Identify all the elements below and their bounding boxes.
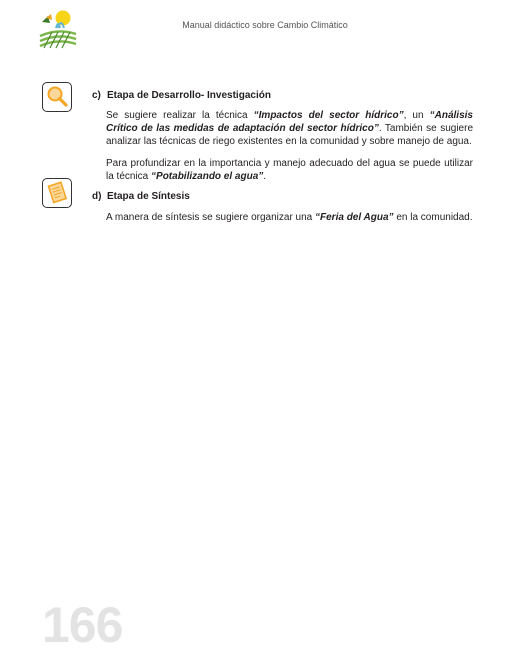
- technique-name: “Análisis Crítico de las medidas de adaptación del sector hídrico”: [106, 110, 473, 135]
- text-run: A manera de síntesis se sugiere organizar una: [106, 212, 316, 223]
- document-icon: [42, 178, 72, 208]
- section-c-paragraph-2: [106, 157, 473, 183]
- section-letter: d): [92, 191, 102, 202]
- magnifier-icon: [42, 82, 72, 112]
- event-name: “Feria del Agua”: [315, 212, 394, 223]
- text-run: Para profundizar en la importancia y manejo adecuado del agua se puede utilizar la técnica: [106, 158, 473, 183]
- section-title: Etapa de Desarrollo- Investigación: [107, 90, 271, 101]
- section-c-paragraph-1: [106, 109, 473, 149]
- section-letter: c): [92, 90, 101, 101]
- text-run: .: [263, 171, 267, 183]
- section-d-paragraph-1: [106, 211, 473, 224]
- text-run: en la comunidad.: [393, 212, 473, 223]
- text-run: . También se sugiere analizar las técnicas de riego existentes en la comunidad y sobre manejo de agua.: [106, 123, 474, 148]
- text-run: , un: [403, 110, 430, 121]
- section-title: Etapa de Síntesis: [107, 191, 190, 202]
- section-heading-d: [92, 191, 190, 202]
- text-run: Se sugiere realizar la técnica: [106, 110, 254, 121]
- section-heading-c: [92, 90, 271, 101]
- technique-name: “Impactos del sector hídrico”: [253, 110, 404, 121]
- technique-name: “Potabilizando el agua”: [151, 171, 264, 183]
- header-title: Manual didáctico sobre Cambio Climático: [182, 20, 348, 30]
- page-number: 166: [42, 597, 123, 653]
